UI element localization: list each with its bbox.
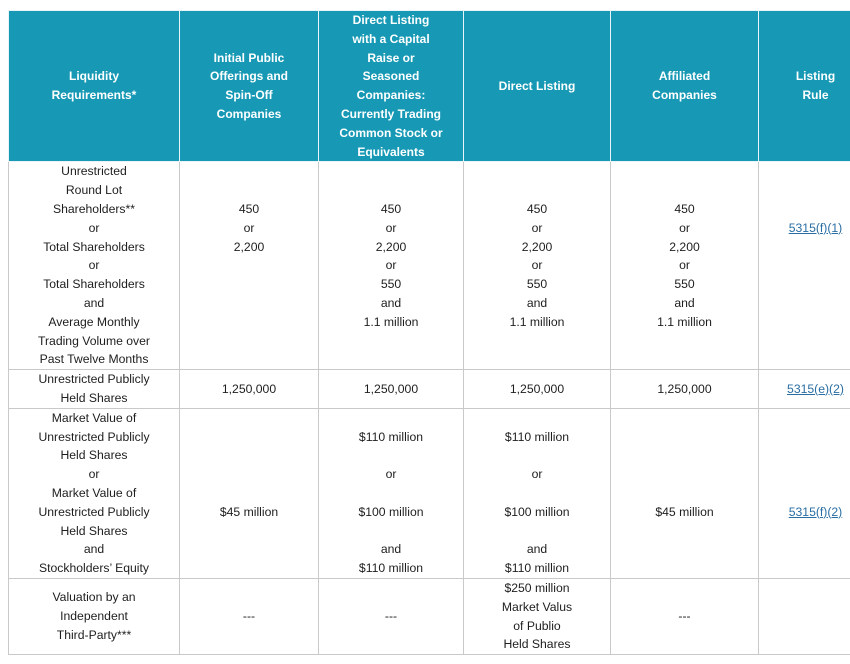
cell-line	[321, 522, 461, 541]
header-line: Initial Public	[213, 50, 285, 65]
cell-line: or	[385, 467, 397, 482]
column-header-direct-listing-capital-raise	[319, 11, 464, 162]
cell-line	[613, 350, 756, 369]
header-line: Currently Trading	[340, 106, 441, 121]
cell-direct-listing-capital-raise	[319, 408, 464, 578]
header-row	[9, 11, 850, 162]
cell-line: 1.1 million	[657, 314, 712, 329]
cell-line: or	[385, 258, 397, 273]
header-line: Offerings and	[209, 69, 288, 84]
cell-listing-rule	[759, 578, 850, 654]
cell-line: Unrestricted Publicly	[38, 372, 150, 387]
cell-direct-listing-capital-raise	[319, 162, 464, 370]
cell-line: 1.1 million	[509, 314, 565, 329]
cell-direct-listing-capital-raise	[319, 370, 464, 409]
cell-line: and	[380, 542, 402, 557]
cell-line: Unrestricted Publicly	[38, 504, 150, 519]
cell-line	[182, 465, 316, 484]
header-line: with a Capital	[352, 31, 430, 46]
link-wrap	[761, 503, 850, 522]
cell-line: Market Value of	[51, 410, 137, 425]
cell-line	[613, 484, 756, 503]
cell-line	[466, 409, 608, 428]
cell-line	[761, 559, 850, 578]
cell-line: and	[380, 295, 402, 310]
header-line: Common Stock or	[339, 125, 443, 140]
cell-line: 2,200	[375, 239, 407, 254]
cell-line	[466, 162, 608, 181]
cell-line	[761, 238, 850, 257]
table-row-round-lot-shareholders	[9, 162, 850, 370]
cell-line: $110 million	[358, 429, 424, 444]
cell-line: 450	[674, 201, 695, 216]
cell-line	[613, 181, 756, 200]
cell-ipo-spinoff	[180, 408, 319, 578]
cell-line: 450	[238, 201, 260, 216]
cell-line: Held Shares	[60, 523, 128, 538]
header-line: Direct Listing	[352, 13, 430, 27]
cell-affiliated-companies	[611, 162, 759, 370]
cell-line	[466, 181, 608, 200]
cell-line: Trading Volume over	[37, 333, 150, 348]
cell-listing-rule	[759, 408, 850, 578]
header-line: Spin-Off	[225, 88, 273, 103]
cell-line	[761, 446, 850, 465]
cell-line	[761, 522, 850, 541]
cell-line: ---	[242, 609, 256, 624]
cell-line	[182, 332, 316, 351]
table-row-market-value	[9, 408, 850, 578]
cell-line	[321, 484, 461, 503]
cell-line: and	[674, 295, 695, 310]
cell-line: Shareholders**	[53, 201, 135, 216]
cell-line	[613, 428, 756, 447]
cell-line: and	[83, 295, 105, 310]
cell-line	[613, 465, 756, 484]
cell-direct-listing	[464, 578, 611, 654]
cell-line: $250 million	[504, 580, 570, 595]
cell-line: Market Valus	[501, 599, 573, 614]
cell-line	[321, 162, 461, 181]
link-wrap	[761, 219, 850, 238]
cell-line: 2,200	[233, 239, 265, 254]
cell-line	[761, 294, 850, 313]
cell-line: $110 million	[504, 429, 570, 444]
cell-line	[761, 350, 850, 369]
cell-liquidity-requirements	[9, 162, 180, 370]
cell-line	[761, 607, 850, 626]
cell-line	[321, 409, 461, 428]
listing-rule-link[interactable]: 5315(f)(2)	[788, 504, 843, 519]
cell-line: 450	[380, 201, 402, 216]
cell-line	[761, 256, 850, 275]
cell-line: ---	[384, 609, 398, 624]
header-line: Companies	[216, 106, 282, 121]
cell-line	[182, 559, 316, 578]
cell-line	[321, 350, 461, 369]
cell-listing-rule	[759, 162, 850, 370]
cell-line: Unrestricted Publicly	[38, 429, 150, 444]
column-header-ipo-spinoff	[180, 11, 319, 162]
cell-line	[761, 181, 850, 200]
cell-line: 550	[674, 277, 695, 292]
cell-line	[761, 409, 850, 428]
cell-line: Round Lot	[65, 183, 123, 198]
cell-line	[182, 409, 316, 428]
cell-line: 2,200	[669, 239, 700, 254]
cell-line	[466, 350, 608, 369]
cell-line	[613, 522, 756, 541]
cell-line: or	[531, 467, 543, 482]
cell-line	[182, 256, 316, 275]
cell-line	[761, 465, 850, 484]
cell-direct-listing	[464, 162, 611, 370]
liquidity-requirements-table	[8, 10, 850, 655]
cell-line: and	[526, 295, 548, 310]
cell-line	[182, 428, 316, 447]
cell-line	[613, 409, 756, 428]
cell-affiliated-companies	[611, 408, 759, 578]
cell-line: $45 million	[219, 504, 279, 519]
cell-line: or	[679, 220, 690, 235]
column-header-listing-rule	[759, 11, 850, 162]
cell-line	[761, 275, 850, 294]
cell-line	[761, 484, 850, 503]
cell-line	[182, 484, 316, 503]
cell-line: Market Value of	[51, 485, 137, 500]
cell-line	[613, 332, 756, 351]
listing-rule-link[interactable]: 5315(e)(2)	[787, 381, 844, 396]
cell-line	[182, 350, 316, 369]
cell-liquidity-requirements	[9, 578, 180, 654]
cell-line: Past Twelve Months	[39, 352, 149, 367]
table-row-publicly-held-shares	[9, 370, 850, 409]
link-wrap	[761, 380, 850, 399]
header-line: Affiliated	[658, 69, 711, 84]
cell-line	[182, 446, 316, 465]
cell-line	[182, 162, 316, 181]
cell-line	[761, 540, 850, 559]
listing-rule-link[interactable]: 5315(f)(1)	[788, 220, 843, 235]
header-line: Equivalents	[357, 144, 425, 159]
cell-line: $45 million	[655, 504, 714, 519]
cell-line: or	[88, 220, 100, 235]
cell-line: Held Shares	[60, 390, 128, 405]
cell-line: and	[83, 542, 105, 557]
header-line: Liquidity	[69, 69, 119, 84]
cell-line	[613, 446, 756, 465]
cell-line	[613, 559, 756, 578]
cell-line	[466, 522, 608, 541]
cell-ipo-spinoff	[180, 578, 319, 654]
header-line: Seasoned	[362, 69, 420, 84]
header-line: Companies:	[356, 88, 426, 103]
cell-line: Total Shareholders	[43, 239, 145, 254]
table-row-independent-valuation	[9, 578, 850, 654]
cell-line	[466, 332, 608, 351]
cell-line: or	[88, 467, 100, 482]
cell-line: ---	[678, 609, 691, 624]
cell-line: or	[88, 258, 100, 273]
column-header-affiliated-companies	[611, 11, 759, 162]
cell-line	[761, 332, 850, 351]
cell-line: and	[526, 542, 548, 557]
header-line: Listing	[795, 69, 836, 84]
header-line: Requirements*	[51, 88, 137, 103]
cell-line: Unrestricted	[61, 164, 127, 179]
cell-line: or	[243, 220, 255, 235]
cell-line	[761, 200, 850, 219]
cell-line	[321, 446, 461, 465]
cell-line: or	[385, 220, 397, 235]
cell-direct-listing	[464, 408, 611, 578]
cell-affiliated-companies	[611, 370, 759, 409]
cell-line: Independent	[60, 609, 128, 624]
cell-line: $100 million	[504, 504, 570, 519]
cell-line: 1,250,000	[221, 381, 277, 396]
cell-liquidity-requirements	[9, 370, 180, 409]
cell-line: 1,250,000	[363, 381, 419, 396]
cell-line: Held Shares	[503, 637, 571, 652]
cell-line	[761, 428, 850, 447]
cell-line: of Publio	[513, 618, 561, 633]
cell-liquidity-requirements	[9, 408, 180, 578]
cell-line: $110 million	[358, 561, 424, 576]
cell-line: 2,200	[521, 239, 553, 254]
column-header-liquidity-requirements	[9, 11, 180, 162]
cell-line	[182, 522, 316, 541]
cell-line: Total Shareholders	[43, 277, 145, 292]
cell-line	[182, 313, 316, 332]
cell-line: or	[531, 220, 543, 235]
cell-affiliated-companies	[611, 578, 759, 654]
cell-line	[761, 162, 850, 181]
cell-ipo-spinoff	[180, 162, 319, 370]
cell-line: 550	[380, 277, 402, 292]
cell-line	[321, 181, 461, 200]
cell-line: 450	[526, 201, 548, 216]
cell-line: Third-Party***	[56, 627, 132, 642]
cell-line	[466, 446, 608, 465]
cell-line: $110 million	[504, 561, 570, 576]
cell-line	[761, 313, 850, 332]
header-line: Companies	[652, 88, 717, 103]
cell-line	[466, 484, 608, 503]
cell-line	[182, 540, 316, 559]
cell-line	[613, 540, 756, 559]
cell-line: or	[531, 258, 543, 273]
cell-line	[182, 275, 316, 294]
header-line: Rule	[802, 88, 829, 103]
cell-line: Held Shares	[60, 448, 128, 463]
cell-line: 1,250,000	[657, 381, 712, 396]
column-header-direct-listing	[464, 11, 611, 162]
cell-listing-rule	[759, 370, 850, 409]
cell-ipo-spinoff	[180, 370, 319, 409]
cell-direct-listing	[464, 370, 611, 409]
cell-line	[321, 332, 461, 351]
cell-line: or	[679, 258, 690, 273]
header-line: Direct Listing	[498, 78, 576, 93]
cell-line: 550	[526, 277, 548, 292]
cell-line: Valuation by an	[52, 590, 136, 605]
cell-line: 1,250,000	[509, 381, 565, 396]
cell-direct-listing-capital-raise	[319, 578, 464, 654]
cell-line: 1.1 million	[363, 314, 419, 329]
cell-line	[182, 181, 316, 200]
cell-line	[613, 162, 756, 181]
header-line: Raise or	[367, 50, 415, 65]
cell-line: Average Monthly	[48, 314, 140, 329]
cell-line	[182, 294, 316, 313]
cell-line: Stockholders’ Equity	[39, 561, 149, 576]
cell-line: $100 million	[358, 504, 424, 519]
